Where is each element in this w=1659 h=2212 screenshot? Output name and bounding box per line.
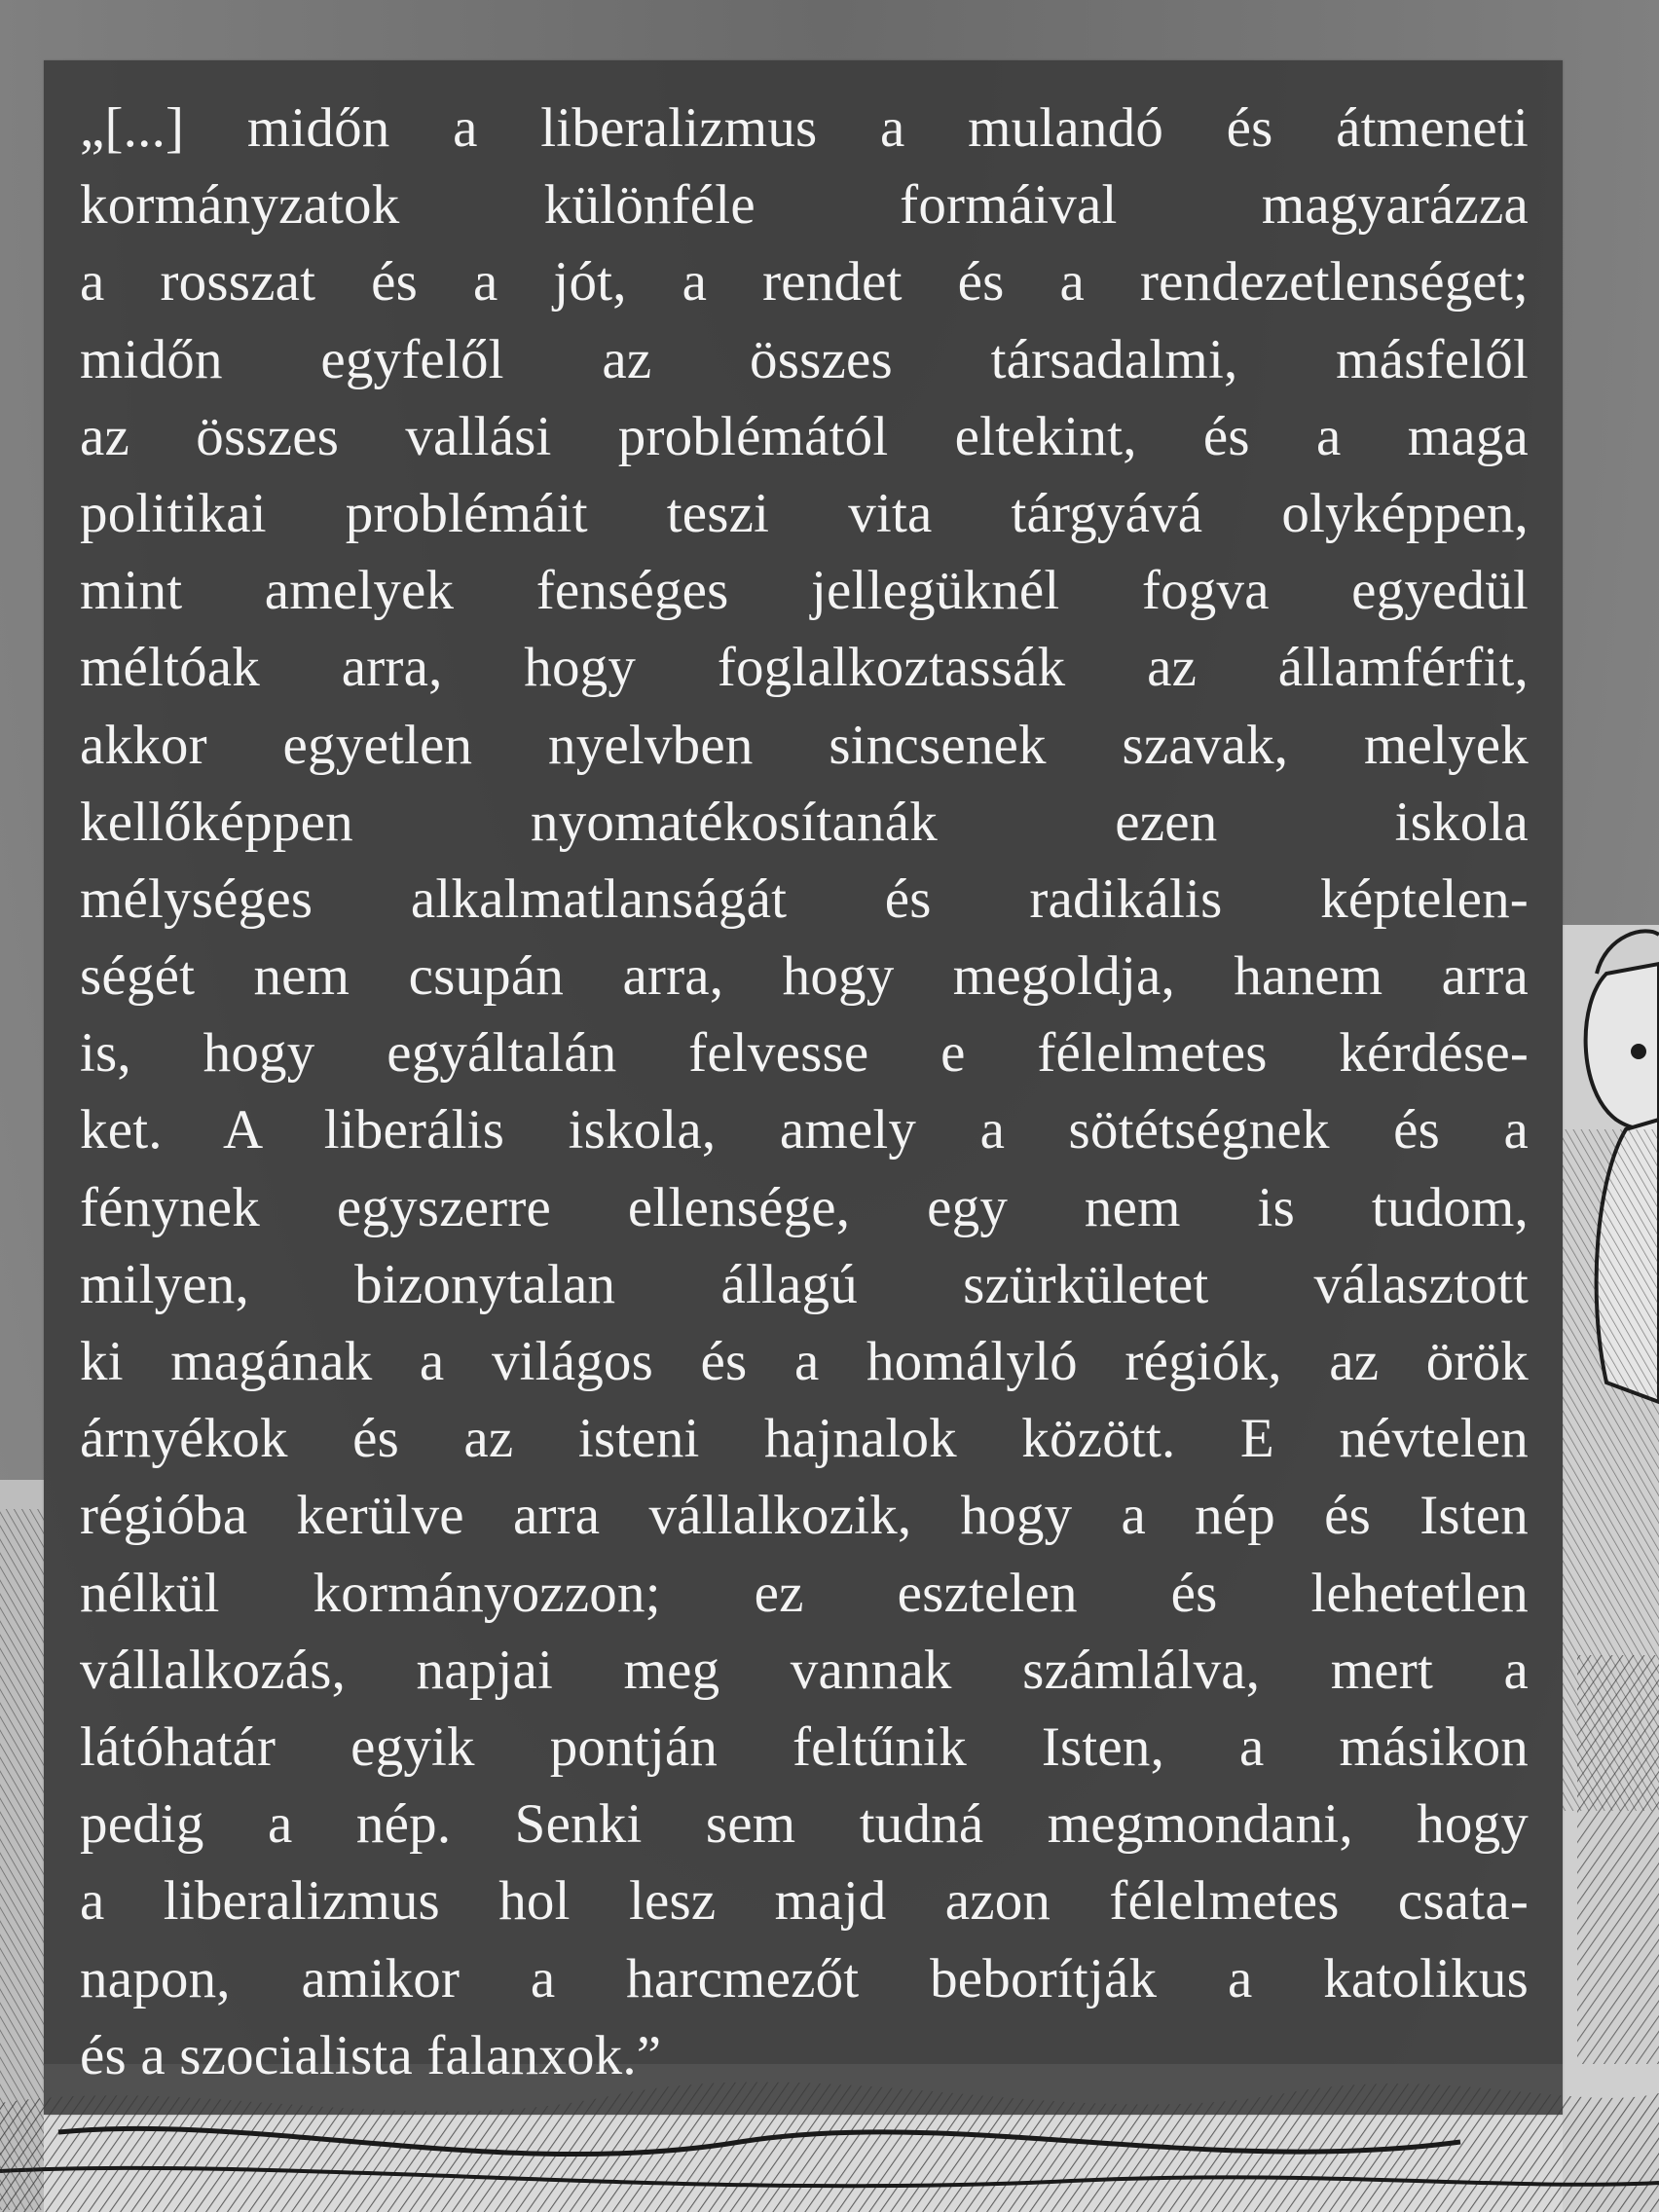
quote-line: régióba kerülve arra vállalkozik, hogy a nép és Isten (80, 1485, 1529, 1547)
quote-line: is, hogy egyáltalán felvesse e félelmetes kérdése- (80, 1022, 1529, 1085)
quote-line: mélységes alkalmatlanságát és radikális képtelen- (80, 867, 1529, 930)
quote-line: fénynek egyszerre ellensége, egy nem is tudom, (80, 1176, 1529, 1238)
quote-line: kellőképpen nyomatékosítanák ezen iskola (80, 791, 1529, 853)
quote-line: akkor egyetlen nyelvben sincsenek szavak, melyek (80, 714, 1529, 776)
quote-line: látóhatár egyik pontján feltűnik Isten, a másikon (80, 1715, 1529, 1778)
quote-line: és a szocialista falanxok.” (80, 2024, 662, 2086)
quote-line: a rosszat és a jót, a rendet és a rendezetlenséget; (80, 251, 1529, 313)
quote-line: vállalkozás, napjai meg vannak számlálva, mert a (80, 1639, 1529, 1701)
quote-line: az összes vallási problémától eltekint, és a maga (80, 405, 1529, 467)
quote-line: pedig a nép. Senki sem tudná megmondani, hogy (80, 1793, 1529, 1856)
quote-line: nélkül kormányozzon; ez esztelen és lehetetlen (80, 1562, 1529, 1624)
quote-line: milyen, bizonytalan állagú szürkületet választott (80, 1253, 1529, 1315)
quote-line: mint amelyek fenséges jellegüknél fogva egyedül (80, 560, 1529, 622)
quote-line: kormányzatok különféle formáival magyarázza (80, 174, 1529, 237)
quote-line: politikai problémáit teszi vita tárgyává olyképpen, (80, 482, 1529, 544)
quote-line: napon, amikor a harcmezőt beborítják a katolikus (80, 1947, 1529, 2009)
quote-line: ki magának a világos és a homályló régiók, az örök (80, 1331, 1529, 1392)
quote-text (80, 90, 1529, 2094)
quote-line: árnyékok és az isteni hajnalok között. E névtelen (80, 1408, 1529, 1470)
quote-line: „[...] midőn a liberalizmus a mulandó és átmeneti (80, 97, 1529, 159)
quote-line: midőn egyfelől az összes társadalmi, másfelől (80, 328, 1529, 390)
quote-line: a liberalizmus hol lesz majd azon félelmetes csata- (80, 1870, 1529, 1933)
quote-line: ségét nem csupán arra, hogy megoldja, hanem arra (80, 945, 1529, 1008)
quote-line: méltóak arra, hogy foglalkoztassák az államférfit, (80, 637, 1529, 699)
quote-line: ket. A liberális iskola, amely a sötétségnek és a (80, 1099, 1529, 1161)
